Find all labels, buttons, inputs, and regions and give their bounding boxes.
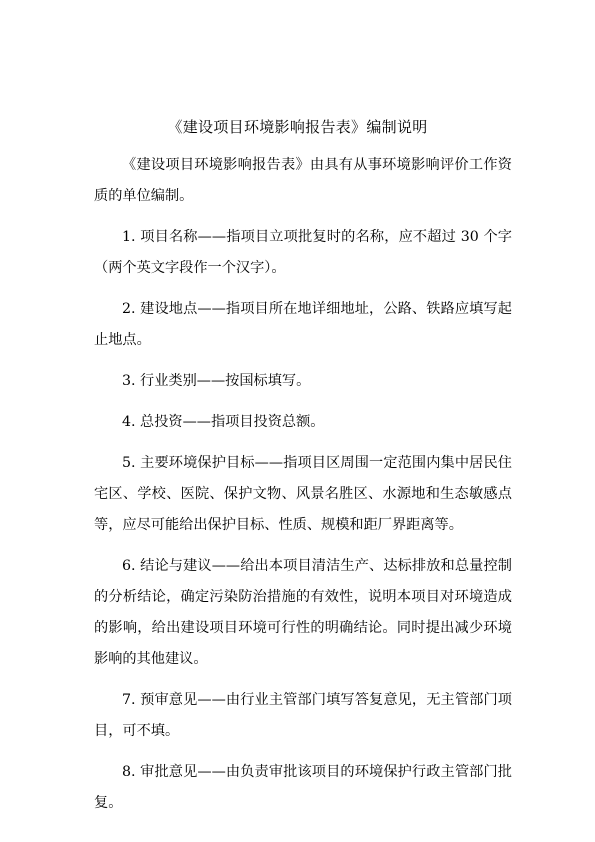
item-industry-category: 3. 行业类别——按国标填写。 <box>122 373 311 389</box>
document-title: 《建设项目环境影响报告表》编制说明 <box>167 118 428 136</box>
intro-paragraph: 《建设项目环境影响报告表》由具有从事环境影响评价工作资质的单位编制。 <box>94 157 512 204</box>
item-protection-targets: 5. 主要环境保护目标——指项目区周围一定范围内集中居民住宅区、学校、医院、保护文物、风景名胜区、水源地和生态敏感点等，应尽可能给出保护目标、性质、规模和距厂界距离等。 <box>94 455 512 533</box>
item-approval: 8. 审批意见——由负责审批该项目的环境保护行政主管部门批复。 <box>94 764 512 811</box>
document-body <box>94 150 512 829</box>
item-total-investment: 4. 总投资——指项目投资总额。 <box>122 414 325 430</box>
item-construction-site: 2. 建设地点——指项目所在地详细地址，公路、铁路应填写起止地点。 <box>94 301 512 348</box>
item-conclusions: 6. 结论与建议——给出本项目清洁生产、达标排放和总量控制的分析结论，确定污染防治措施的有效性，说明本项目对环境造成的影响，给出建设项目环境可行性的明确结论。同时提出减少环境影响的其他建议。 <box>94 558 512 667</box>
item-project-name: 1. 项目名称——指项目立项批复时的名称，应不超过 30 个字（两个英文字段作一个汉字）。 <box>94 229 512 276</box>
item-pre-review: 7. 预审意见——由行业主管部门填写答复意见，无主管部门项目，可不填。 <box>94 692 512 739</box>
